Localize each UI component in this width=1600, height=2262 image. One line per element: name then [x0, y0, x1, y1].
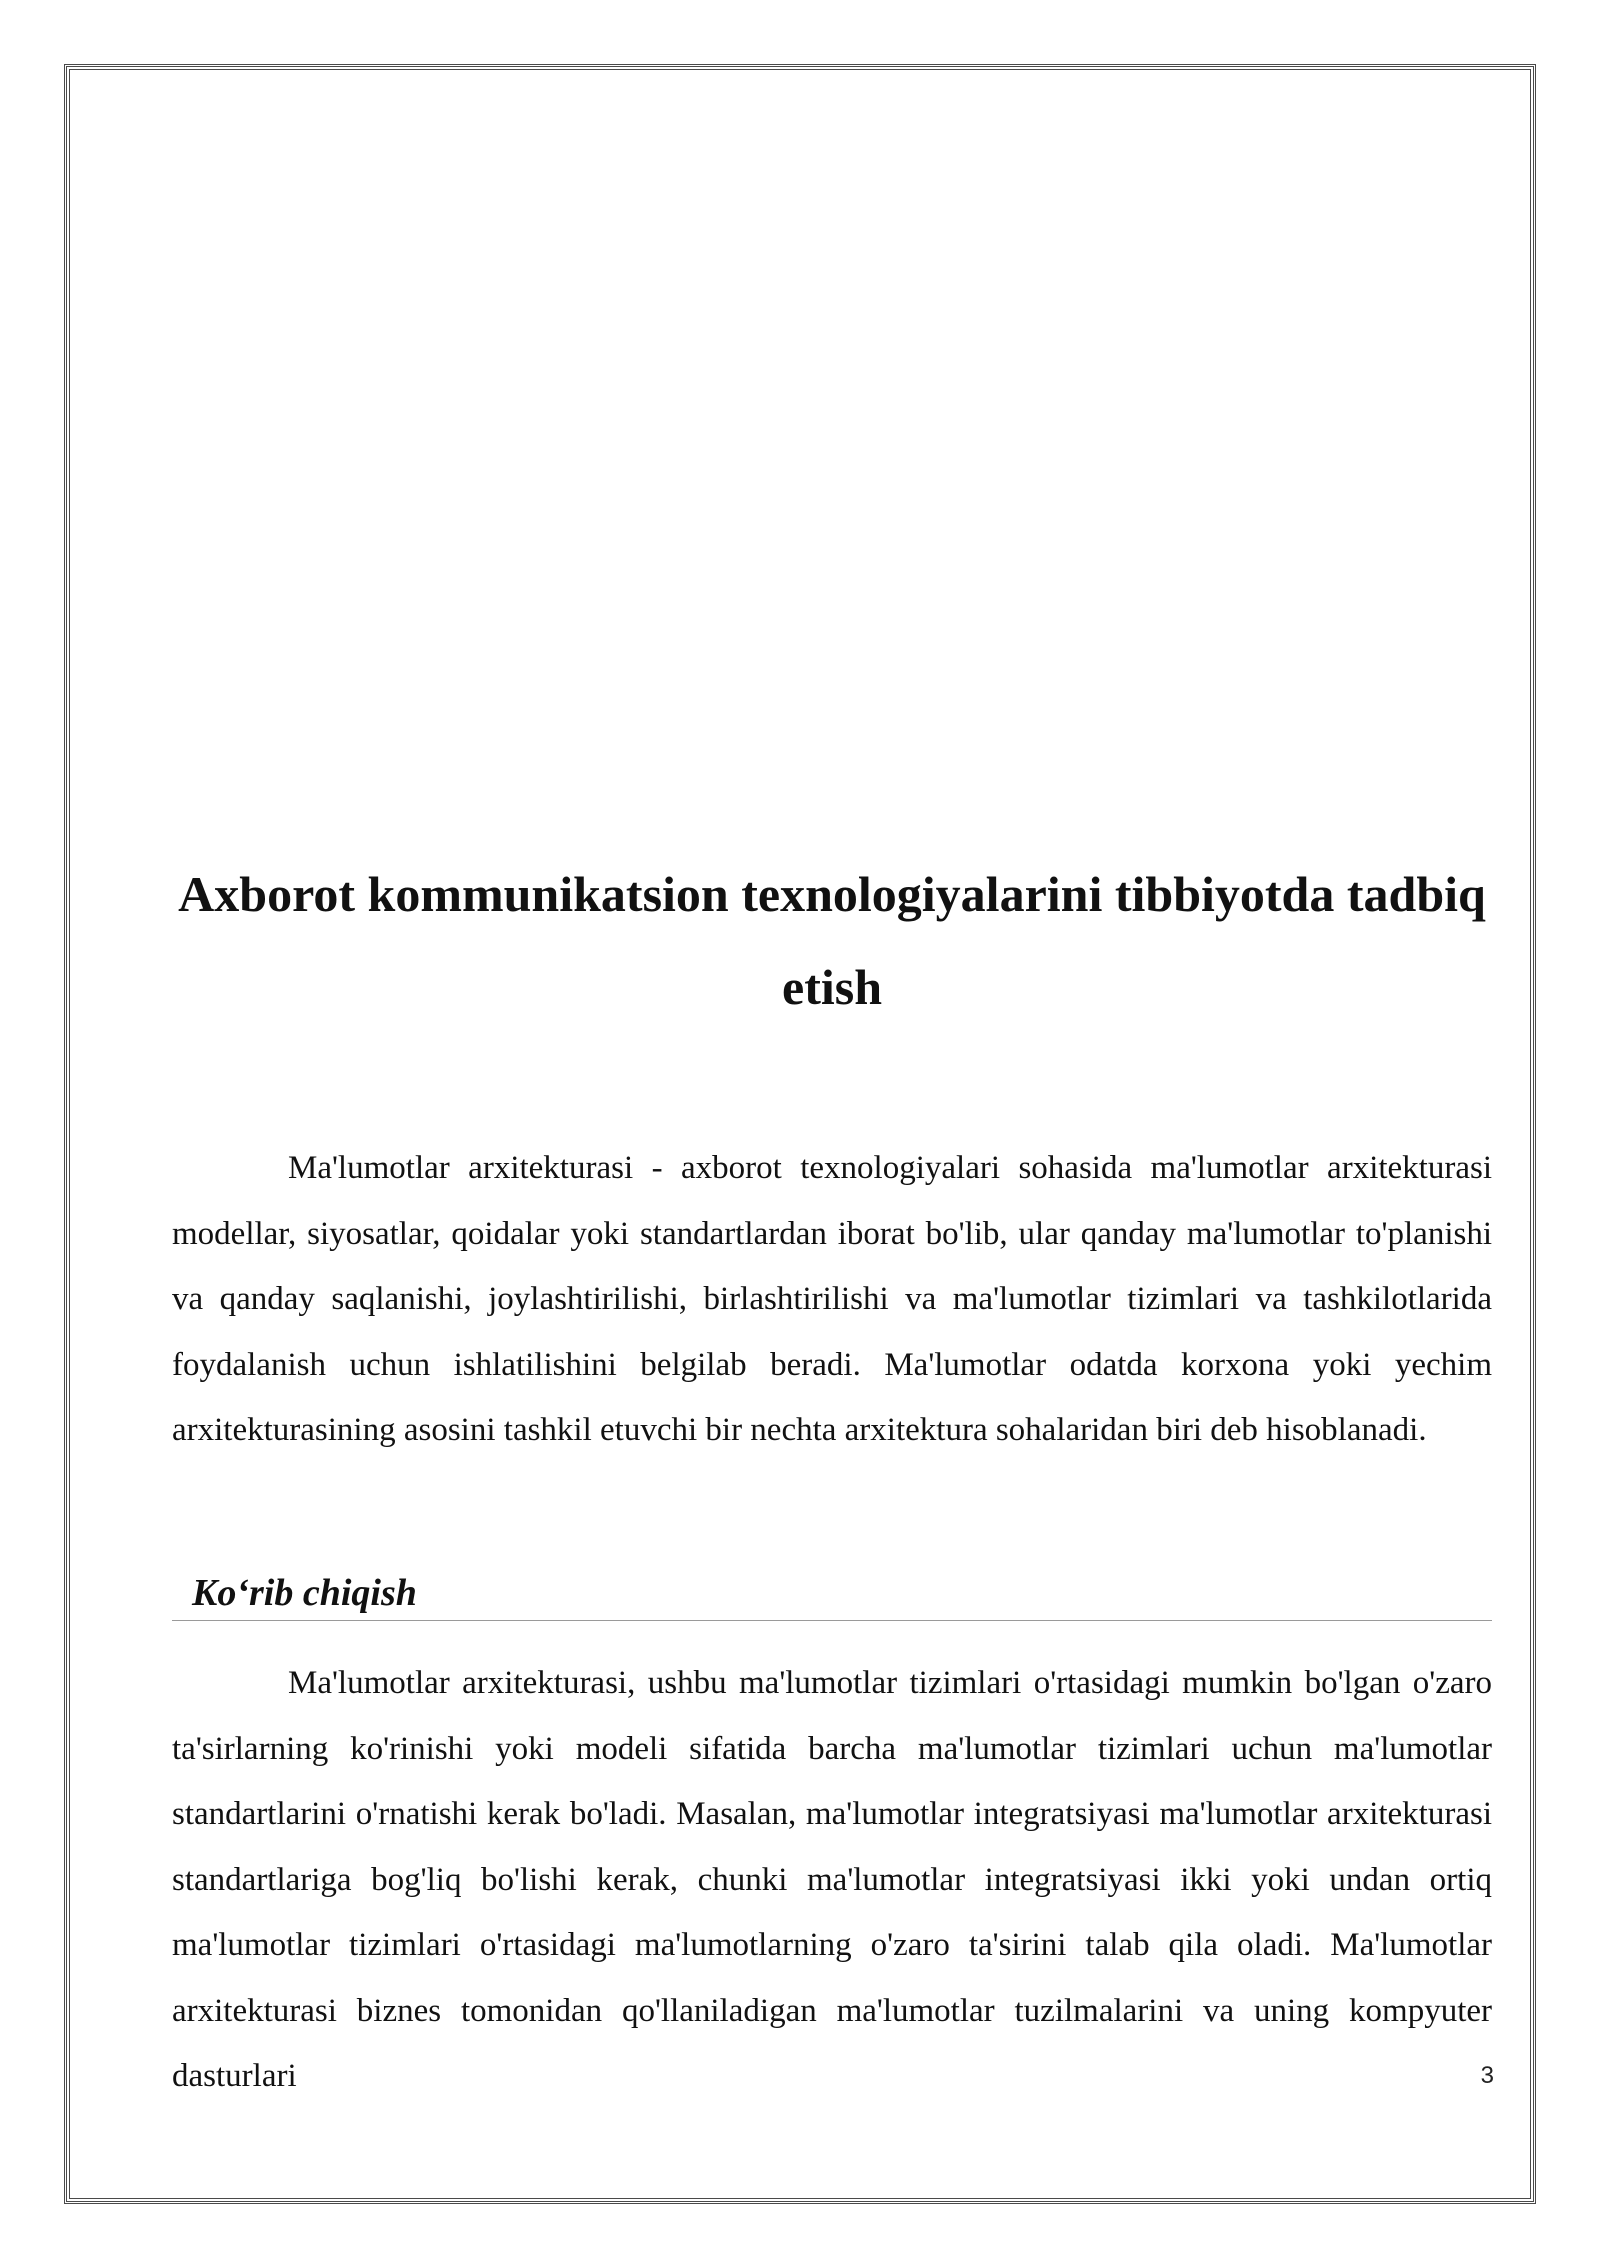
intro-paragraph: Ma'lumotlar arxitekturasi - axborot texnologiyalari sohasida ma'lumotlar arxitekturasi modellar, siyosatlar, qoidalar yoki standartlardan iborat bo'lib, ular qanday ma'lumotlar to'planishi va qanday saqlanishi, joylashtirilishi, birlashtirilishi va ma'lumotlar tizimlari va tashkilotlarida foydalanish uchun ishlatilishini belgilab beradi. Ma'lumotlar odatda korxona yoki yechim arxitekturasining asosini tashkil etuvchi bir nechta arxitektura sohalaridan biri deb hisoblanadi. [172, 1150, 1492, 1448]
document-title: Axborot kommunikatsion texnologiyalarini tibbiyotda tadbiq etish [178, 866, 1486, 1015]
page-number: 3 [1480, 2062, 1494, 2089]
section-heading: Ko‘rib chiqish [172, 1565, 1492, 1621]
section-paragraph: Ma'lumotlar arxitekturasi, ushbu ma'lumotlar tizimlari o'rtasidagi mumkin bo'lgan o'zaro ta'sirlarning ko'rinishi yoki modeli sifatida barcha ma'lumotlar tizimlari uchun ma'lumotlar standartlarini o'rnatishi kerak bo'ladi. Masalan, ma'lumotlar integratsiyasi ma'lumotlar arxitekturasi standartlariga bog'liq bo'lishi kerak, chunki ma'lumotlar integratsiyasi ikki yoki undan ortiq ma'lumotlar tizimlari o'rtasidagi ma'lumotlarning o'zaro ta'sirini talab qila oladi. Ma'lumotlar arxitekturasi biznes tomonidan qo'llaniladigan ma'lumotlar tuzilmalarini va uning kompyuter dasturlari [172, 1665, 1492, 2094]
